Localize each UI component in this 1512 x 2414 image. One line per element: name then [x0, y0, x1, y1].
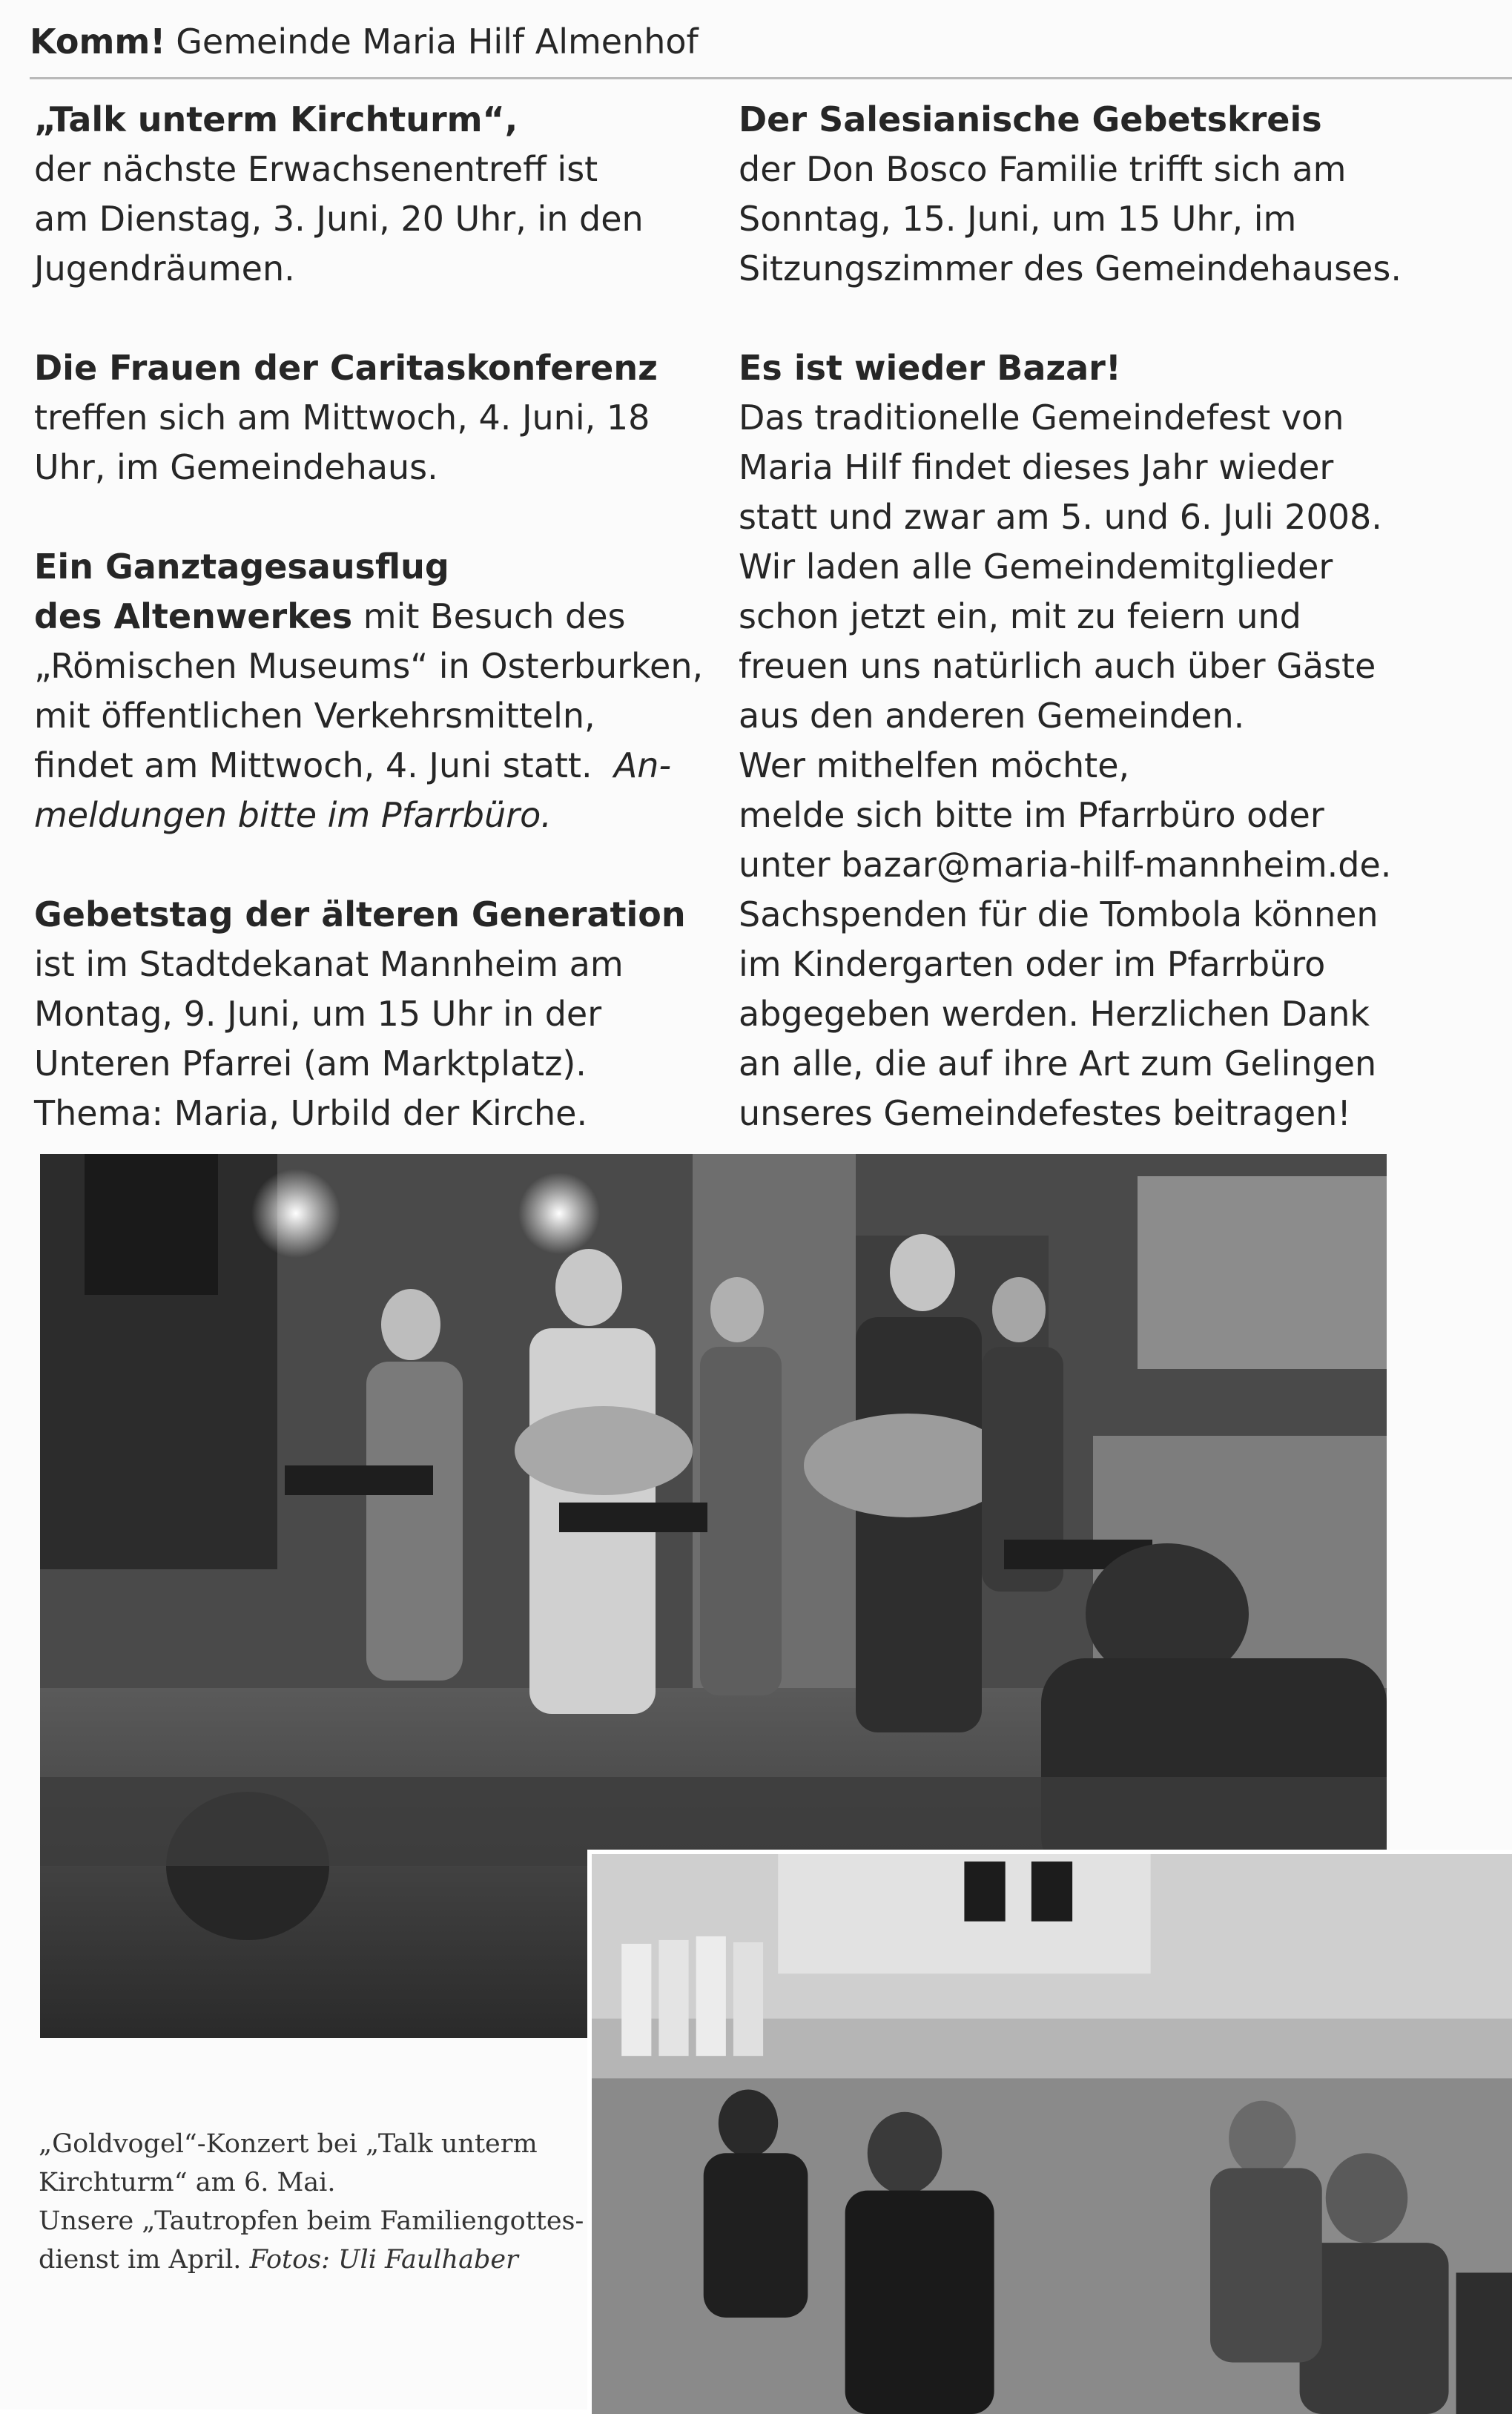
article-text-line: Unteren Pfarrei (am Marktplatz). — [34, 1043, 587, 1084]
registration-note: meldungen bitte im Pfarrbüro. — [34, 795, 552, 835]
article-heading-cont: des Altenwerkes — [34, 596, 353, 636]
caption-line — [39, 2240, 584, 2279]
article-text-line — [34, 592, 701, 642]
article-text-line: Thema: Maria, Urbild der Kirche. — [34, 1093, 588, 1133]
article-text-line: „Römischen Museums“ in Osterburken, — [34, 646, 704, 686]
article-text-line: an alle, die auf ihre Art zum Gelingen — [739, 1043, 1377, 1084]
article-frauen — [34, 343, 701, 492]
article-text-line: ist im Stadtdekanat Mannheim am — [34, 944, 624, 984]
article-heading: Der Salesianische Gebetskreis — [739, 99, 1322, 139]
caption-line: Unsere „Tautropfen beim Familiengottes- — [39, 2206, 584, 2236]
article-text-line: Wer mithelfen möchte, — [739, 745, 1130, 785]
header-brand: Komm! — [30, 22, 166, 62]
header-divider — [30, 77, 1512, 79]
article-heading: Ein Ganztagesausflug — [34, 547, 449, 587]
article-text-line — [34, 741, 701, 791]
article-bazar — [739, 343, 1480, 1138]
bazar-email-line: unter bazar@maria-hilf-mannheim.de. — [739, 845, 1392, 885]
article-text-line: unseres Gemeindefestes beitragen! — [739, 1093, 1351, 1133]
article-text-line: im Kindergarten oder im Pfarrbüro — [739, 944, 1326, 984]
article-text-line: melde sich bitte im Pfarrbüro oder — [739, 795, 1324, 835]
article-text-line: der Don Bosco Familie trifft sich am — [739, 149, 1347, 189]
article-text-line: mit öffentlichen Verkehrsmitteln, — [34, 696, 595, 736]
article-text-line: abgegeben werden. Herzlichen Dank — [739, 994, 1370, 1034]
article-talk — [34, 95, 701, 294]
article-text-line: Montag, 9. Juni, um 15 Uhr in der — [34, 994, 602, 1034]
choir-photo — [587, 1850, 1512, 2414]
photo-credit: Fotos: Uli Faulhaber — [249, 2245, 518, 2275]
choir-photo-image — [592, 1854, 1512, 2414]
article-text-line: am Dienstag, 3. Juni, 20 Uhr, in den — [34, 199, 644, 239]
article-ausflug — [34, 542, 704, 840]
article-text-line: Uhr, im Gemeindehaus. — [34, 447, 438, 487]
article-heading: „Talk unterm Kirchturm“, — [34, 99, 518, 139]
photo-caption — [39, 2125, 584, 2279]
article-text-line: Maria Hilf findet dieses Jahr wieder — [739, 447, 1334, 487]
article-text-line: treffen sich am Mittwoch, 4. Juni, 18 — [34, 398, 650, 438]
right-column — [739, 95, 1480, 1138]
article-text-line: statt und zwar am 5. und 6. Juli 2008. — [739, 497, 1382, 537]
article-text-line: Das traditionelle Gemeindefest von — [739, 398, 1344, 438]
article-text-line: Wir laden alle Gemeindemitglieder — [739, 547, 1333, 587]
article-gebetstag — [34, 890, 701, 1138]
article-heading: Es ist wieder Bazar! — [739, 348, 1121, 388]
article-text: mit Besuch des — [352, 596, 626, 636]
article-text-line: aus den anderen Gemeinden. — [739, 696, 1245, 736]
article-text-line: Sonntag, 15. Juni, um 15 Uhr, im — [739, 199, 1297, 239]
article-text: findet am Mittwoch, 4. Juni statt. — [34, 745, 614, 785]
caption-line: Kirchturm“ am 6. Mai. — [39, 2168, 336, 2197]
caption-line: „Goldvogel“-Konzert bei „Talk unterm — [39, 2129, 538, 2159]
registration-note: An- — [613, 745, 672, 785]
article-text-line: Sitzungszimmer des Gemeindehauses. — [739, 248, 1402, 288]
article-text-line: Sachspenden für die Tombola können — [739, 894, 1379, 934]
header-title: Gemeinde Maria Hilf Almenhof — [176, 22, 699, 62]
left-column — [34, 95, 704, 1138]
article-text-line: Jugendräumen. — [34, 248, 295, 288]
article-heading: Die Frauen der Caritaskonferenz — [34, 348, 658, 388]
article-text-line: schon jetzt ein, mit zu feiern und — [739, 596, 1301, 636]
article-text-line: freuen uns natürlich auch über Gäste — [739, 646, 1376, 686]
caption-text: dienst im April. — [39, 2245, 250, 2275]
article-text-line: der nächste Erwachsenentreff ist — [34, 149, 598, 189]
article-gebetskreis — [739, 95, 1480, 294]
page-header — [30, 19, 699, 64]
article-heading: Gebetstag der älteren Generation — [34, 894, 686, 934]
